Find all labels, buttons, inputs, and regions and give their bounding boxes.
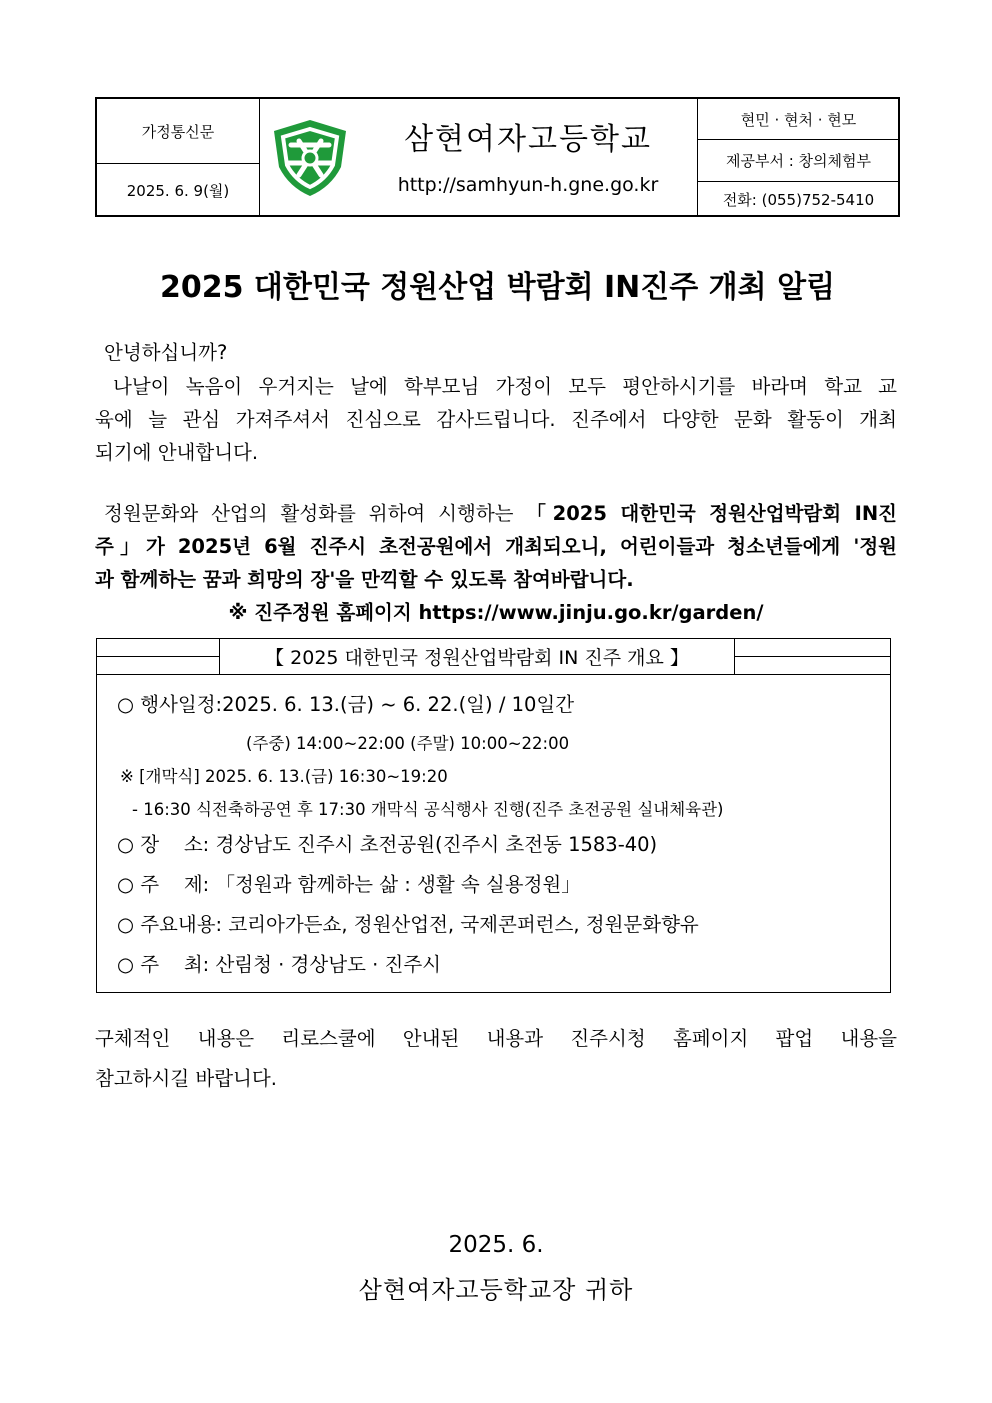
notice-title: 2025 대한민국 정원산업 박람회 IN진주 개최 알림: [159, 270, 836, 305]
overview-contents: ○ 주요내용: 코리아가든쇼, 정원산업전, 국제콘퍼런스, 정원문화향유: [117, 913, 699, 936]
header-table: [95, 97, 900, 217]
newsletter-label: 가정통신문: [141, 122, 215, 141]
intro-line-3: 되기에 안내합니다.: [95, 441, 259, 464]
school-emblem-icon: [269, 117, 351, 199]
overview-opening-detail: - 16:30 식전축하공연 후 17:30 개막식 공식행사 진행(진주 초전공원 실내체육관): [132, 800, 724, 819]
school-values: 현민 · 현처 · 현모: [740, 110, 857, 129]
overview-host: ○ 주 최: 산림청 · 경상남도 · 진주시: [117, 953, 442, 976]
school-url[interactable]: http://samhyun-h.gne.go.kr: [397, 174, 659, 196]
greeting: 안녕하십니까?: [104, 341, 228, 364]
footer-sign: 삼현여자고등학교장 귀하: [358, 1276, 634, 1304]
closing-line-2: 참고하시길 바랍니다.: [95, 1067, 277, 1090]
issue-date: 2025. 6. 9(월): [126, 181, 230, 200]
intro-line-1: 나날이 녹음이 우거지는 날에 학부모님 가정이 모두 평안하시기를 바라며 학교 교: [113, 375, 897, 398]
footer-date: 2025. 6.: [448, 1232, 544, 1258]
notice-line-2: 주」가 2025년 6월 진주시 초전공원에서 개최되오니, 어린이들과 청소년들에게 '정원: [95, 535, 897, 558]
overview-theme: ○ 주 제: 「정원과 함께하는 삶 : 생활 속 실용정원」: [117, 873, 581, 896]
school-logo: [269, 117, 351, 199]
notice-line-1: 정원문화와 산업의 활성화를 위하여 시행하는 「2025 대한민국 정원산업박람회 IN진: [104, 502, 897, 525]
notice-line-3: 과 함께하는 꿈과 희망의 장'을 만끽할 수 있도록 참여바랍니다.: [95, 568, 634, 591]
department: 제공부서 : 창의체험부: [725, 151, 871, 170]
intro-line-2: 육에 늘 관심 가져주셔서 진심으로 감사드립니다. 진주에서 다양한 문화 활동이 개최: [95, 408, 897, 431]
school-name: 삼현여자고등학교: [404, 122, 652, 157]
overview-schedule: ○ 행사일정:2025. 6. 13.(금) ~ 6. 22.(일) / 10일간: [117, 693, 575, 716]
overview-hours: (주중) 14:00~22:00 (주말) 10:00~22:00: [246, 734, 570, 753]
homepage-link[interactable]: ※ 진주정원 홈페이지 https://www.jinju.go.kr/garden/: [228, 601, 764, 624]
phone: 전화: (055)752-5410: [722, 190, 875, 209]
overview-place: ○ 장 소: 경상남도 진주시 초전공원(진주시 초전동 1583-40): [117, 833, 658, 856]
overview-title: 【 2025 대한민국 정원산업박람회 IN 진주 개요 】: [219, 638, 735, 675]
overview-opening: ※ [개막식] 2025. 6. 13.(금) 16:30~19:20: [120, 767, 448, 786]
closing-line-1: 구체적인 내용은 리로스쿨에 안내된 내용과 진주시청 홈페이지 팝업 내용을: [95, 1027, 897, 1050]
